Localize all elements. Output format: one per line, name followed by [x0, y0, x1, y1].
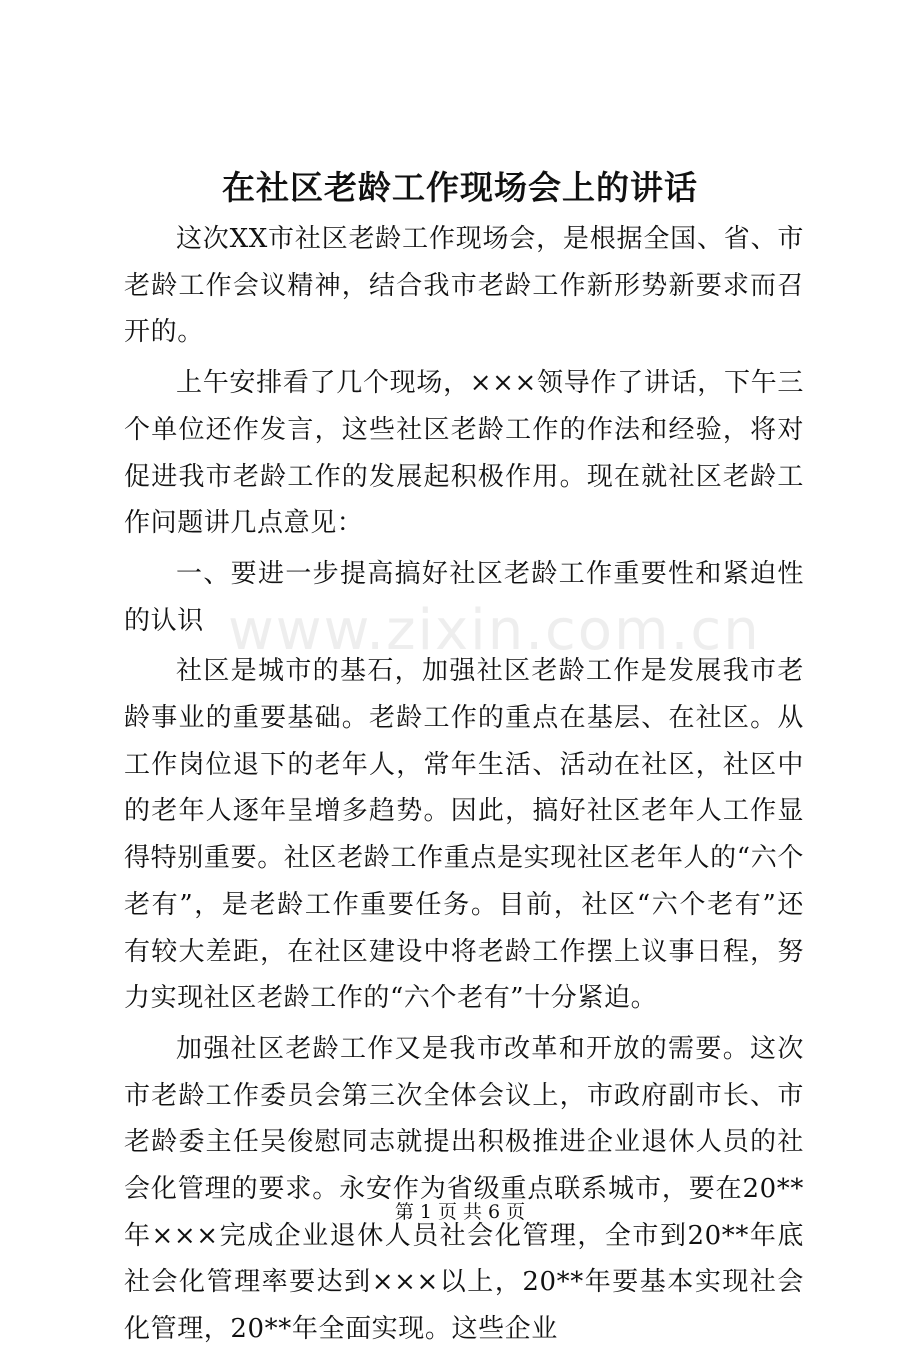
- paragraph-2: 上午安排看了几个现场，×××领导作了讲话，下午三个单位还作发言，这些社区老龄工作的作法和经验，将对促进我市老龄工作的发展起积极作用。现在就社区老龄工作问题讲几点意见：: [124, 368, 804, 539]
- paragraph-3: 社区是城市的基石，加强社区老龄工作是发展我市老龄事业的重要基础。老龄工作的重点在基层、在社区。从工作岗位退下的老年人，常年生活、活动在社区，社区中的老年人逐年呈增多趋势。因此，搞好社区老年人工作显得特别重要。社区老龄工作重点是实现社区老年人的“六个老有”，是老龄工作重要任务。目前，社区“六个老有”还有较大差距，在社区建设中将老龄工作摆上议事日程，努力实现社区老龄工作的“六个老有”十分紧迫。: [124, 656, 804, 1014]
- page-footer: 第 1 页 共 6 页: [394, 1201, 526, 1223]
- section-heading-1: 一、要进一步提高搞好社区老龄工作重要性和紧迫性的认识: [124, 558, 804, 636]
- document-title: 在社区老龄工作现场会上的讲话: [222, 168, 698, 207]
- watermark: www.zixin.com.cn: [228, 598, 761, 663]
- paragraph-4: 加强社区老龄工作又是我市改革和开放的需要。这次市老龄工作委员会第三次全体会议上，市政府副市长、市老龄委主任吴俊慰同志就提出积极推进企业退休人员的社会化管理的要求。永安作为省级重点联系城市，要在20**年×××完成企业退休人员社会化管理，全市到20**年底社会化管理率要达到×××以上，20**年要基本实现社会化管理，20**年全面实现。这些企业: [124, 1033, 804, 1345]
- document-body: [124, 216, 804, 1353]
- paragraph-1: 这次XX市社区老龄工作现场会，是根据全国、省、市老龄工作会议精神，结合我市老龄工作新形势新要求而召开的。: [124, 224, 804, 348]
